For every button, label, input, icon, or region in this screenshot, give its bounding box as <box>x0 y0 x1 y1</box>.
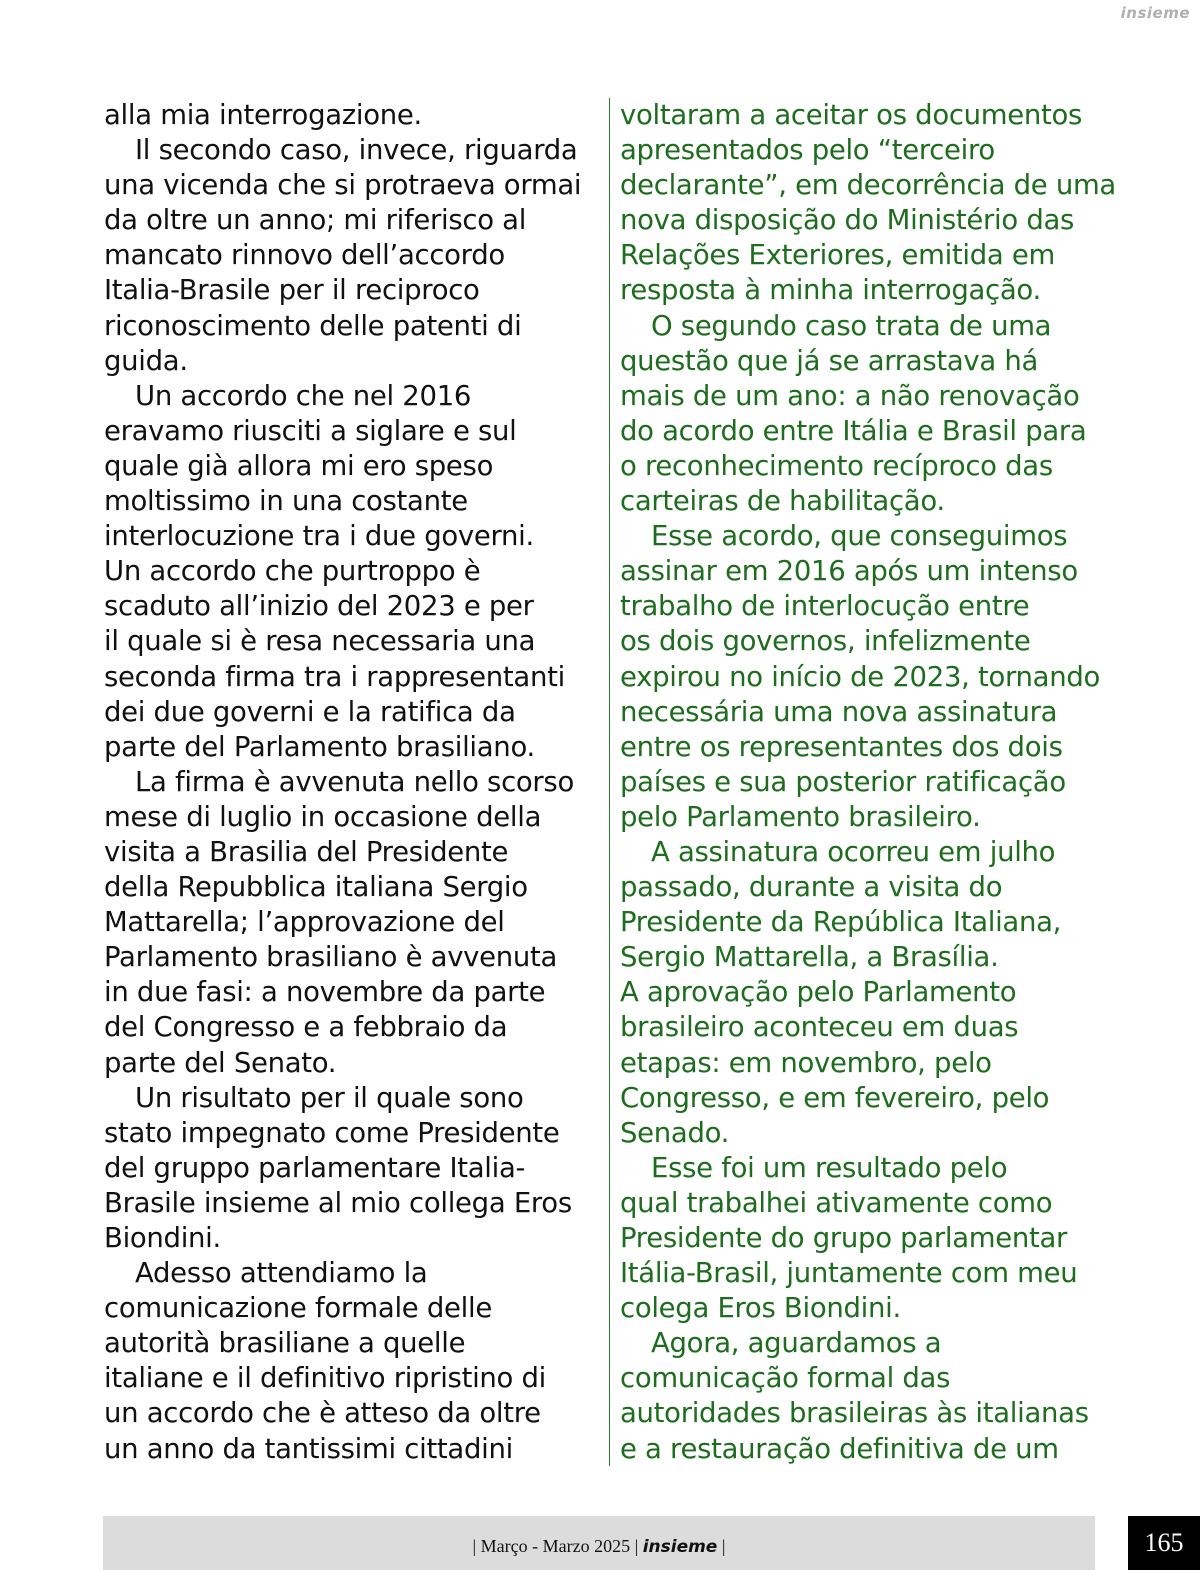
text-line: Presidente do grupo parlamentar <box>620 1222 1068 1254</box>
text-line: Il secondo caso, invece, riguarda <box>135 134 578 167</box>
text-line: o reconhecimento recíproco das <box>620 449 1053 482</box>
text-line: riconoscimento delle patenti di <box>104 309 522 342</box>
text-line: colega Eros Biondini. <box>620 1292 901 1325</box>
text-line: A assinatura ocorreu em julho <box>651 835 1056 868</box>
text-line: Senado. <box>620 1116 730 1149</box>
footer-bar <box>103 1516 1095 1570</box>
text-line: Itália-Brasil, juntamente com meu <box>620 1257 1078 1290</box>
text-line: italiane e il definitivo ripristino di <box>104 1362 547 1395</box>
text-line: Mattarella; l’approvazione del <box>104 906 505 939</box>
text-line: O segundo caso trata de uma <box>651 309 1052 342</box>
text-line: necessária uma nova assinatura <box>620 695 1058 728</box>
text-line: declarante”, em decorrência de uma <box>620 169 1116 202</box>
text-line: autorità brasiliane a quelle <box>104 1327 466 1360</box>
text-line: qual trabalhei ativamente como <box>620 1186 1053 1219</box>
text-line: nova disposição do Ministério das <box>620 204 1075 237</box>
text-line: assinar em 2016 após um intenso <box>620 555 1078 588</box>
text-line: países e sua posterior ratificação <box>620 765 1066 798</box>
text-line: resposta à minha interrogação. <box>620 274 1041 307</box>
text-line: autoridades brasileiras às italianas <box>620 1397 1089 1430</box>
text-line: Esse foi um resultado pelo <box>651 1151 1008 1184</box>
text-line: una vicenda che si protraeva ormai <box>104 169 582 202</box>
text-line: pelo Parlamento brasileiro. <box>620 800 981 833</box>
text-line: in due fasi: a novembre da parte <box>104 976 546 1009</box>
text-line: guida. <box>104 344 188 377</box>
text-line: trabalho de interlocução entre <box>620 590 1030 623</box>
text-line: Un accordo che purtroppo è <box>104 555 481 588</box>
text-line: A aprovação pelo Parlamento <box>620 976 1017 1009</box>
text-line: del gruppo parlamentare Italia- <box>104 1151 526 1184</box>
text-line: interlocuzione tra i due governi. <box>104 520 534 553</box>
text-line: alla mia interrogazione. <box>104 99 422 131</box>
italian-column <box>104 98 584 1467</box>
text-line: seconda firma tra i rappresentanti <box>104 660 565 693</box>
text-line: Biondini. <box>104 1222 221 1254</box>
text-line: Sergio Mattarella, a Brasília. <box>620 941 999 974</box>
text-line: un anno da tantissimi cittadini <box>104 1432 513 1465</box>
footer-brand-logo: insieme <box>642 1537 718 1557</box>
text-line: parte del Parlamento brasiliano. <box>104 730 535 763</box>
text-line: questão que já se arrastava há <box>620 344 1039 377</box>
text-line: Congresso, e em fevereiro, pelo <box>620 1081 1050 1114</box>
text-line: Brasile insieme al mio collega Eros <box>104 1186 572 1219</box>
text-line: quale già allora mi ero speso <box>104 449 494 482</box>
footer-separator: | <box>721 1536 726 1556</box>
text-line: Esse acordo, que conseguimos <box>651 520 1068 553</box>
text-line: e a restauração definitiva de um <box>620 1432 1059 1465</box>
text-line: comunicação formal das <box>620 1362 951 1395</box>
text-line: entre os representantes dos dois <box>620 730 1063 763</box>
text-line: Un risultato per il quale sono <box>135 1081 524 1114</box>
text-line: mancato rinnovo dell’accordo <box>104 239 505 272</box>
text-line: La firma è avvenuta nello scorso <box>135 765 574 798</box>
text-line: Adesso attendiamo la <box>135 1257 428 1290</box>
text-line: eravamo riusciti a siglare e sul <box>104 414 517 447</box>
text-line: os dois governos, infelizmente <box>620 625 1031 658</box>
text-line: parte del Senato. <box>104 1046 337 1079</box>
text-line: Agora, aguardamos a <box>651 1327 942 1360</box>
text-line: dei due governi e la ratifica da <box>104 695 516 728</box>
text-line: della Repubblica italiana Sergio <box>104 871 528 904</box>
text-line: mais de um ano: a não renovação <box>620 379 1080 412</box>
page-number: 165 <box>1128 1516 1200 1570</box>
text-line: scaduto all’inizio del 2023 e per <box>104 590 534 623</box>
text-line: un accordo che è atteso da oltre <box>104 1397 541 1430</box>
text-line: il quale si è resa necessaria una <box>104 625 536 658</box>
text-line: Relações Exteriores, emitida em <box>620 239 1055 272</box>
text-line: do acordo entre Itália e Brasil para <box>620 414 1087 447</box>
footer-caption <box>103 1536 1095 1557</box>
text-line: moltissimo in una costante <box>104 485 468 518</box>
text-line: visita a Brasilia del Presidente <box>104 835 509 868</box>
text-line: Presidente da República Italiana, <box>620 906 1062 939</box>
text-line: Parlamento brasiliano è avvenuta <box>104 941 558 974</box>
text-line: passado, durante a visita do <box>620 871 1003 904</box>
text-line: Italia-Brasile per il reciproco <box>104 274 480 307</box>
text-line: Un accordo che nel 2016 <box>135 379 472 412</box>
text-line: expirou no início de 2023, tornando <box>620 660 1101 693</box>
text-line: apresentados pelo “terceiro <box>620 134 995 167</box>
portuguese-column <box>620 98 1116 1467</box>
text-line: mese di luglio in occasione della <box>104 800 542 833</box>
text-line: da oltre un anno; mi riferisco al <box>104 204 527 237</box>
text-line: brasileiro aconteceu em duas <box>620 1011 1019 1044</box>
text-line: del Congresso e a febbraio da <box>104 1011 508 1044</box>
column-divider <box>609 98 610 1466</box>
text-line: comunicazione formale delle <box>104 1292 492 1325</box>
text-line: stato impegnato come Presidente <box>104 1116 560 1149</box>
text-line: etapas: em novembro, pelo <box>620 1046 992 1079</box>
text-line: voltaram a aceitar os documentos <box>620 99 1083 131</box>
text-line: carteiras de habilitação. <box>620 485 945 518</box>
footer-date: | Março - Marzo 2025 | <box>472 1536 639 1556</box>
masthead-logo: insieme <box>1120 4 1190 22</box>
